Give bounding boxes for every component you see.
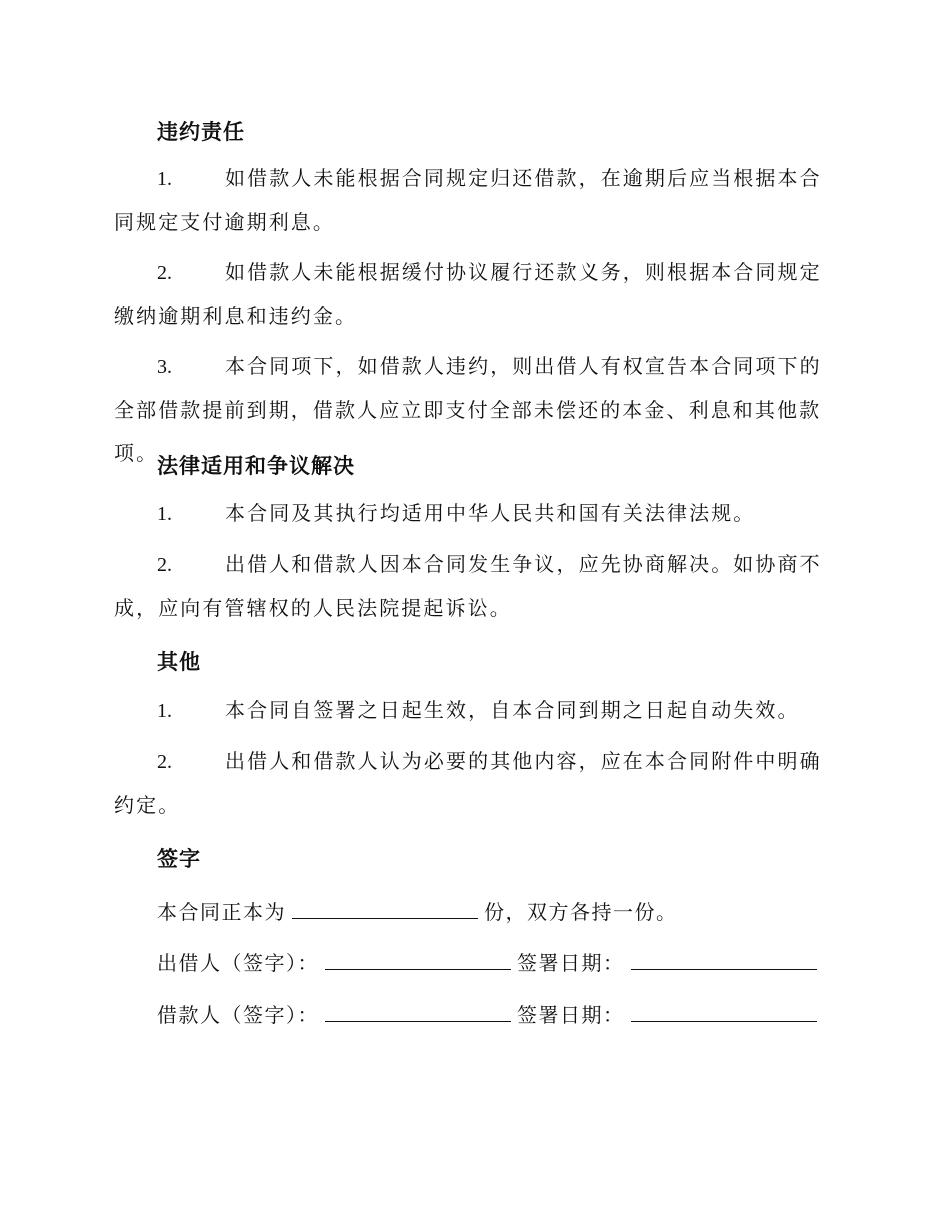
- borrower-signature-line: [157, 999, 823, 1028]
- item-number: 2.: [157, 262, 172, 284]
- lender-date-label: 签署日期：: [517, 951, 625, 975]
- heading-sign: 签字: [157, 847, 201, 871]
- breach-item-1: [114, 157, 834, 244]
- item-text: 如借款人未能根据合同规定归还借款，在逾期后应当根据本合同规定支付逾期利息。: [114, 166, 822, 234]
- item-number: 2.: [157, 554, 172, 576]
- item-text: 本合同项下，如借款人违约，则出借人有权宣告本合同项下的全部借款提前到期，借款人应立即支付全部未偿还的本金、利息和其他款项。: [114, 354, 822, 465]
- item-text: 如借款人未能根据缓付协议履行还款义务，则根据本合同规定缴纳逾期利息和违约金。: [114, 260, 822, 328]
- heading-other: 其他: [157, 650, 201, 674]
- lender-signature-blank[interactable]: [325, 949, 511, 970]
- item-number: 1.: [157, 503, 172, 525]
- other-item-2: [114, 740, 834, 827]
- borrower-date-label: 签署日期：: [517, 1003, 625, 1027]
- lender-label: 出借人（签字）：: [157, 951, 319, 975]
- lender-signature-line: [157, 947, 823, 976]
- heading-law: 法律适用和争议解决: [157, 454, 355, 478]
- lender-date-blank[interactable]: [631, 949, 817, 970]
- item-text: 本合同及其执行均适用中华人民共和国有关法律法规。: [225, 501, 756, 525]
- law-item-1: [114, 492, 834, 536]
- item-text: 出借人和借款人因本合同发生争议，应先协商解决。如协商不成，应向有管辖权的人民法院提起诉讼。: [114, 552, 822, 620]
- law-item-2: [114, 543, 834, 630]
- copies-prefix: 本合同正本为: [157, 900, 286, 924]
- borrower-label: 借款人（签字）：: [157, 1003, 319, 1027]
- item-number: 3.: [157, 356, 172, 378]
- breach-item-2: [114, 251, 834, 338]
- item-number: 1.: [157, 168, 172, 190]
- copies-suffix: 份，双方各持一份。: [484, 900, 678, 924]
- item-number: 2.: [157, 751, 172, 773]
- item-text: 出借人和借款人认为必要的其他内容，应在本合同附件中明确约定。: [114, 749, 822, 817]
- other-item-1: [114, 689, 834, 733]
- copies-blank[interactable]: [292, 898, 478, 919]
- heading-breach: 违约责任: [157, 120, 245, 144]
- borrower-signature-blank[interactable]: [325, 1001, 511, 1022]
- item-number: 1.: [157, 700, 172, 722]
- borrower-date-blank[interactable]: [631, 1001, 817, 1022]
- item-text: 本合同自签署之日起生效，自本合同到期之日起自动失效。: [225, 698, 800, 722]
- copies-line: [157, 896, 678, 925]
